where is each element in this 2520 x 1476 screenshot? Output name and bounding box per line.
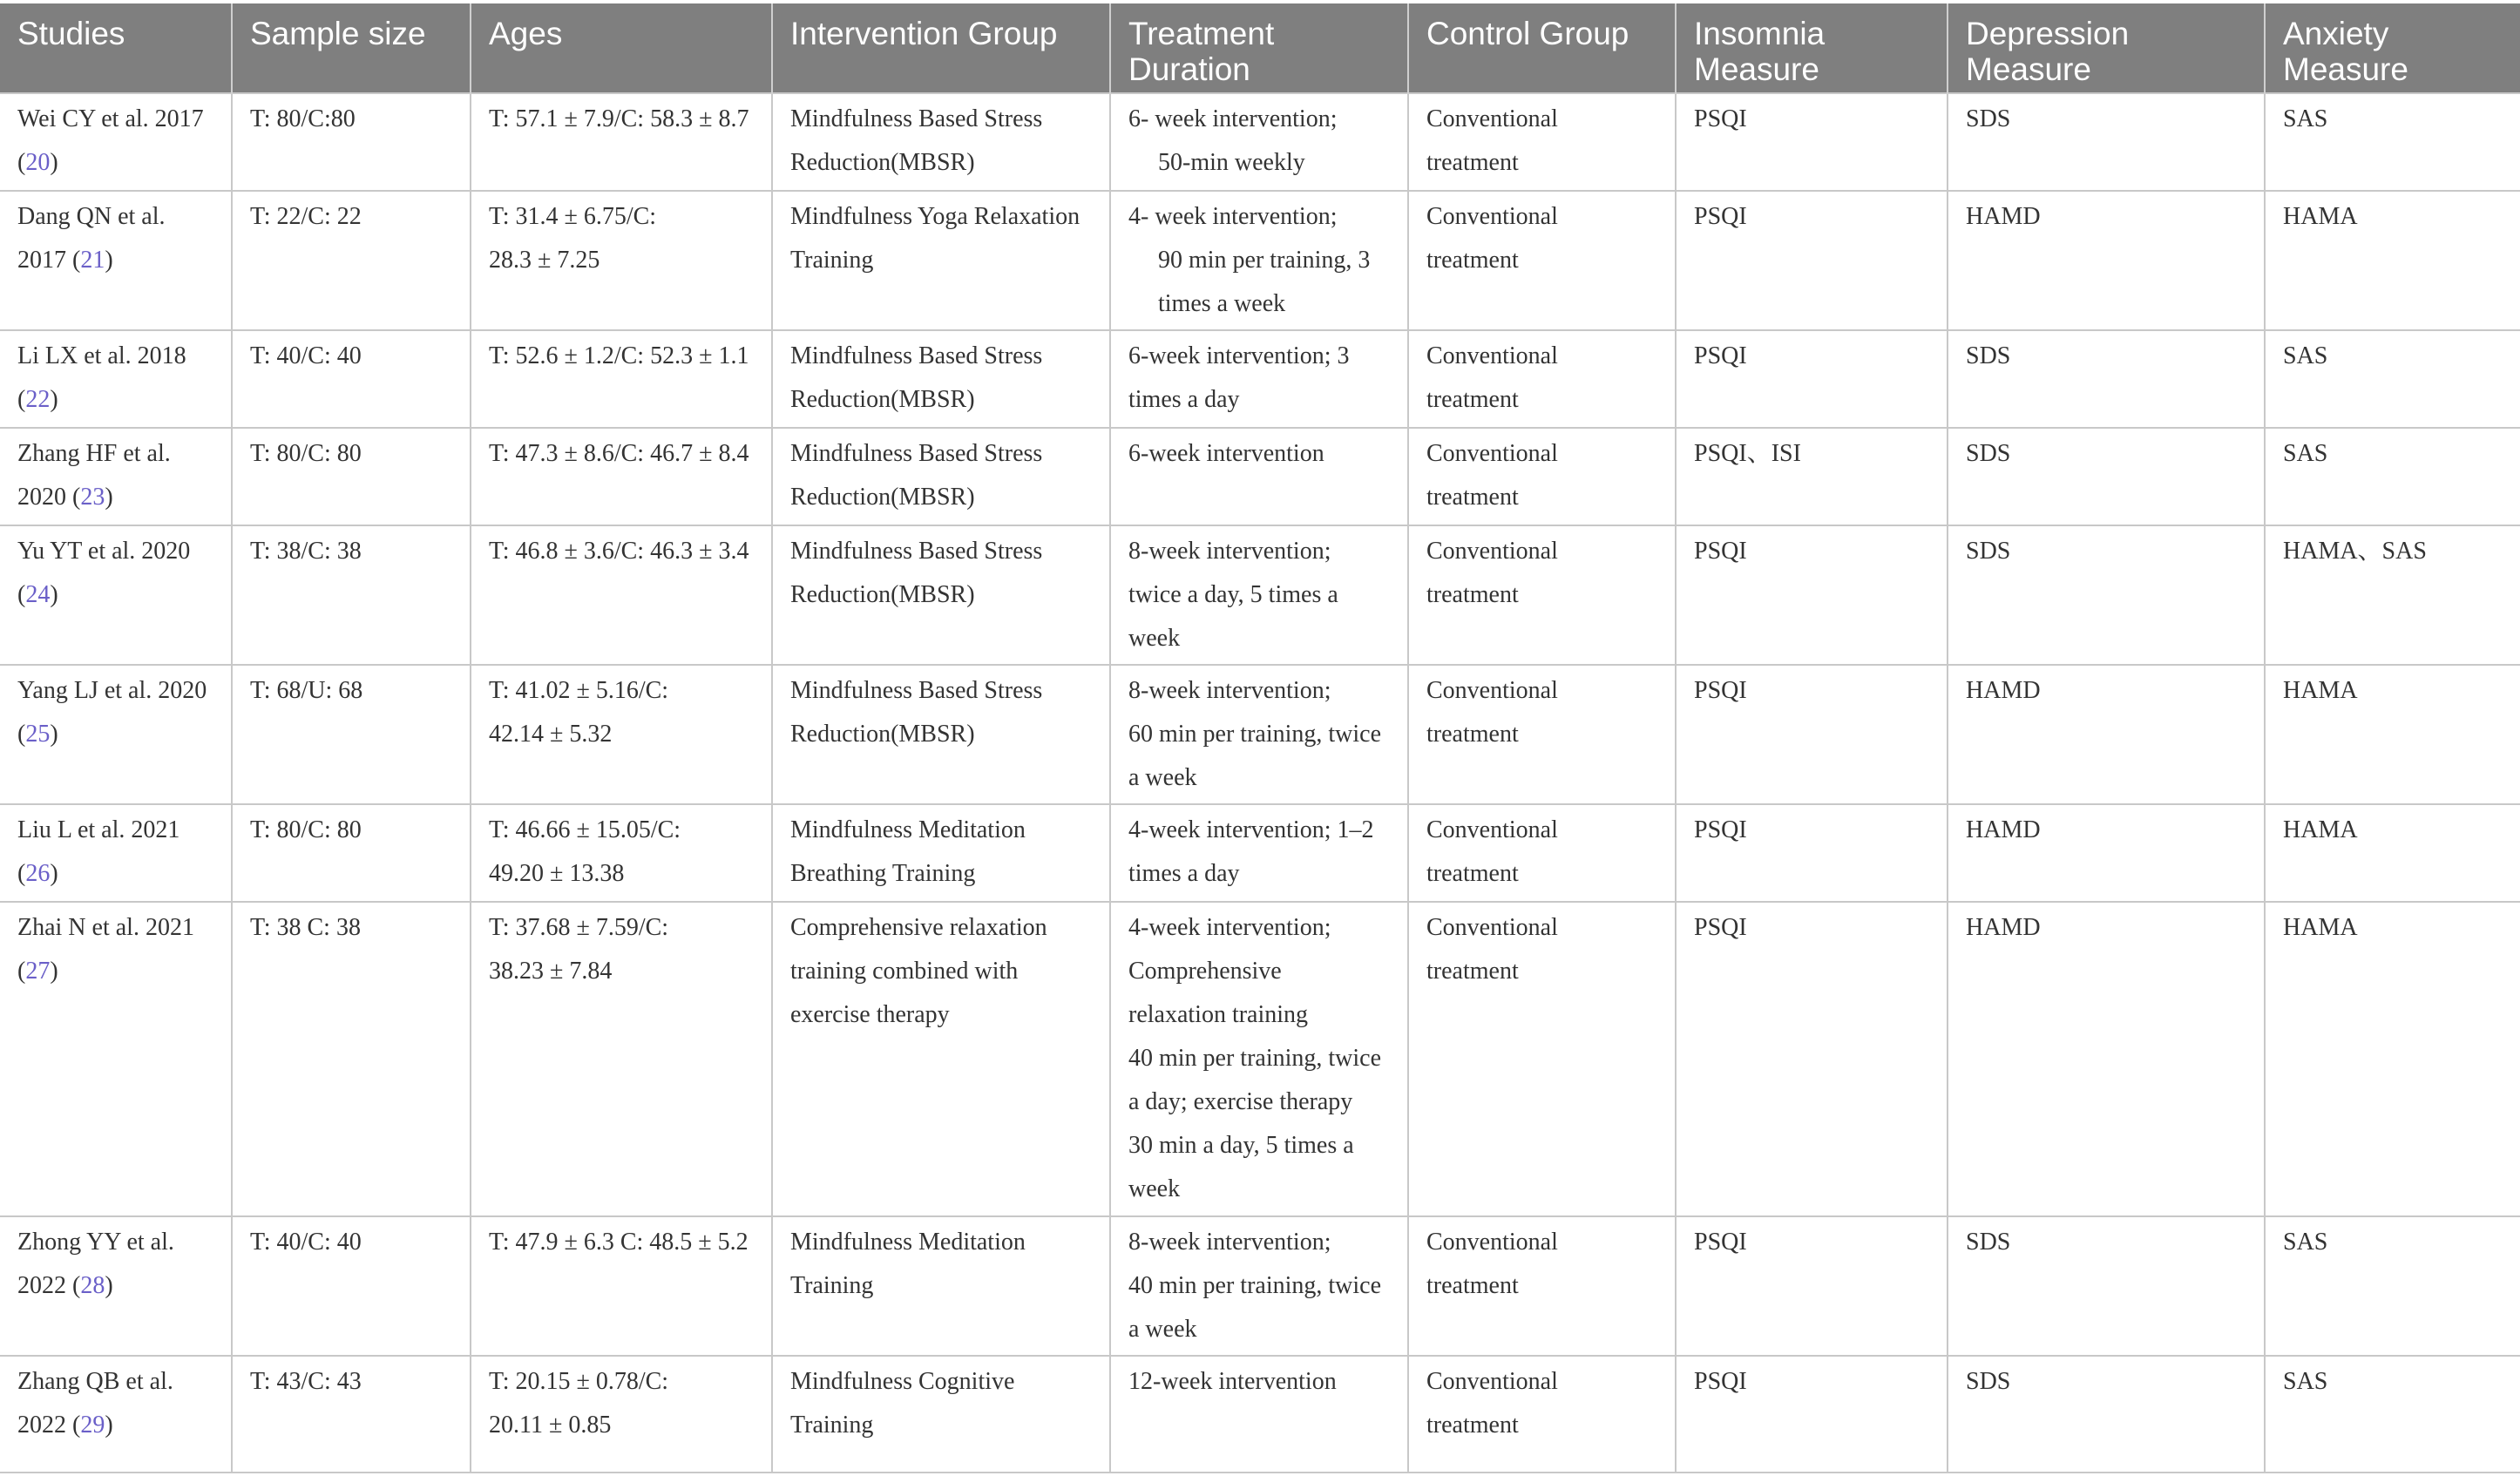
intervention-text: Reduction(MBSR) (790, 581, 975, 608)
depression-measure-value: SDS (1966, 1229, 2011, 1256)
header-intervention-group: Intervention Group (772, 3, 1110, 93)
cell-study (0, 525, 232, 665)
duration-text: 30 min a day, 5 times a (1128, 1132, 1354, 1159)
cell-anxiety (2265, 330, 2520, 428)
control-text: treatment (1426, 247, 1519, 274)
cell-duration (1110, 902, 1408, 1216)
cell-insomnia (1676, 428, 1948, 525)
insomnia-measure-value: PSQI (1694, 816, 1747, 843)
cell-insomnia (1676, 525, 1948, 665)
intervention-text: Reduction(MBSR) (790, 386, 975, 413)
duration-text: 4-week intervention; (1128, 914, 1331, 941)
anxiety-measure-value: HAMA (2283, 203, 2358, 230)
control-text: Conventional (1426, 1229, 1558, 1256)
control-text: Conventional (1426, 677, 1558, 704)
cell-anxiety (2265, 665, 2520, 804)
cell-ages (471, 665, 772, 804)
study-text: ( (17, 860, 26, 887)
ages-value: T: 47.3 ± 8.6/C: 46.7 ± 8.4 (489, 440, 749, 467)
anxiety-measure-value: HAMA、SAS (2283, 538, 2427, 565)
cell-insomnia (1676, 1216, 1948, 1356)
study-text: ( (17, 721, 26, 748)
study-text: ) (105, 247, 113, 274)
ages-value: T: 57.1 ± 7.9/C: 58.3 ± 8.7 (489, 105, 749, 132)
duration-text: 8-week intervention; (1128, 677, 1331, 704)
cell-ages (471, 93, 772, 191)
cell-sample-size (232, 665, 471, 804)
sample-size-value: T: 38 C: 38 (250, 914, 361, 941)
duration-text: week (1128, 1175, 1181, 1202)
table-row (0, 1216, 2520, 1356)
duration-text: times a day (1128, 860, 1240, 887)
duration-text: a week (1128, 764, 1197, 791)
study-name: Li LX et al. 2018 (17, 342, 186, 369)
study-text: ( (17, 581, 26, 608)
cell-depression (1948, 525, 2265, 665)
ages-value: T: 46.66 ± 15.05/C: (489, 816, 681, 843)
cell-depression (1948, 804, 2265, 902)
study-text: 2017 ( (17, 247, 81, 274)
cell-ages (471, 1356, 772, 1473)
header-treatment-duration: Treatment Duration (1110, 3, 1408, 93)
reference-link[interactable]: 21 (80, 247, 105, 274)
table-row (0, 428, 2520, 525)
duration-text: 60 min per training, twice (1128, 721, 1382, 748)
cell-depression (1948, 93, 2265, 191)
cell-duration (1110, 525, 1408, 665)
intervention-text: Mindfulness Based Stress (790, 677, 1043, 704)
cell-depression (1948, 330, 2265, 428)
control-text: Conventional (1426, 914, 1558, 941)
ages-value: T: 20.15 ± 0.78/C: (489, 1368, 669, 1395)
depression-measure-value: SDS (1966, 1368, 2011, 1395)
insomnia-measure-value: PSQI (1694, 914, 1747, 941)
cell-study (0, 804, 232, 902)
ages-value: 28.3 ± 7.25 (489, 247, 600, 274)
duration-text: 6-week intervention (1128, 440, 1324, 467)
study-text: ( (17, 149, 26, 176)
cell-sample-size (232, 428, 471, 525)
study-name: Zhang HF et al. (17, 440, 171, 467)
reference-link[interactable]: 23 (80, 484, 105, 511)
cell-control (1408, 804, 1676, 902)
reference-link[interactable]: 24 (25, 581, 51, 608)
duration-text: relaxation training (1128, 1001, 1309, 1028)
cell-ages (471, 902, 772, 1216)
insomnia-measure-value: PSQI (1694, 203, 1747, 230)
cell-sample-size (232, 93, 471, 191)
ages-value: 38.23 ± 7.84 (489, 958, 613, 985)
anxiety-measure-value: SAS (2283, 342, 2328, 369)
intervention-text: Mindfulness Based Stress (790, 440, 1043, 467)
header-ages: Ages (471, 3, 772, 93)
cell-insomnia (1676, 93, 1948, 191)
cell-anxiety (2265, 428, 2520, 525)
reference-link[interactable]: 26 (25, 860, 51, 887)
cell-duration (1110, 804, 1408, 902)
cell-sample-size (232, 1216, 471, 1356)
cell-intervention (772, 1216, 1110, 1356)
cell-study (0, 902, 232, 1216)
table-row (0, 330, 2520, 428)
intervention-text: Mindfulness Yoga Relaxation (790, 203, 1080, 230)
cell-control (1408, 191, 1676, 330)
table-row (0, 804, 2520, 902)
duration-text: Comprehensive (1128, 958, 1282, 985)
depression-measure-value: HAMD (1966, 203, 2041, 230)
cell-insomnia (1676, 191, 1948, 330)
cell-depression (1948, 428, 2265, 525)
sample-size-value: T: 40/C: 40 (250, 1229, 362, 1256)
sample-size-value: T: 43/C: 43 (250, 1368, 362, 1395)
cell-intervention (772, 1356, 1110, 1473)
cell-control (1408, 93, 1676, 191)
study-text: ( (17, 386, 26, 413)
anxiety-measure-value: SAS (2283, 1229, 2328, 1256)
cell-intervention (772, 330, 1110, 428)
cell-sample-size (232, 330, 471, 428)
control-text: treatment (1426, 581, 1519, 608)
control-text: treatment (1426, 721, 1519, 748)
intervention-text: Breathing Training (790, 860, 976, 887)
control-text: treatment (1426, 860, 1519, 887)
cell-insomnia (1676, 902, 1948, 1216)
study-text: ) (50, 581, 58, 608)
cell-insomnia (1676, 665, 1948, 804)
table-row (0, 902, 2520, 1216)
study-text: ) (105, 1412, 113, 1439)
duration-text: 90 min per training, 3 (1158, 247, 1371, 274)
cell-ages (471, 330, 772, 428)
anxiety-measure-value: HAMA (2283, 816, 2358, 843)
reference-link[interactable]: 27 (25, 958, 51, 985)
cell-ages (471, 804, 772, 902)
insomnia-measure-value: PSQI (1694, 1368, 1747, 1395)
duration-text: 12-week intervention (1128, 1368, 1337, 1395)
depression-measure-value: HAMD (1966, 677, 2041, 704)
control-text: Conventional (1426, 342, 1558, 369)
intervention-text: Mindfulness Based Stress (790, 342, 1043, 369)
cell-intervention (772, 665, 1110, 804)
study-text: ) (50, 721, 58, 748)
intervention-text: Mindfulness Cognitive (790, 1368, 1015, 1395)
ages-value: T: 46.8 ± 3.6/C: 46.3 ± 3.4 (489, 538, 749, 565)
study-name: Zhai N et al. 2021 (17, 914, 194, 941)
cell-study (0, 428, 232, 525)
control-text: Conventional (1426, 538, 1558, 565)
ages-value: 49.20 ± 13.38 (489, 860, 625, 887)
duration-text: 40 min per training, twice (1128, 1045, 1382, 1072)
duration-text: 4- week intervention; (1128, 203, 1338, 230)
cell-ages (471, 191, 772, 330)
study-text: 2022 ( (17, 1272, 81, 1299)
study-name: Yang LJ et al. 2020 (17, 677, 207, 704)
control-text: treatment (1426, 386, 1519, 413)
cell-ages (471, 428, 772, 525)
cell-control (1408, 330, 1676, 428)
insomnia-measure-value: PSQI (1694, 677, 1747, 704)
anxiety-measure-value: SAS (2283, 105, 2328, 132)
control-text: treatment (1426, 1272, 1519, 1299)
cell-duration (1110, 428, 1408, 525)
anxiety-measure-value: SAS (2283, 1368, 2328, 1395)
cell-sample-size (232, 804, 471, 902)
sample-size-value: T: 40/C: 40 (250, 342, 362, 369)
cell-study (0, 665, 232, 804)
duration-text: 8-week intervention; (1128, 1229, 1331, 1256)
cell-intervention (772, 804, 1110, 902)
duration-text: a week (1128, 1316, 1197, 1343)
duration-text: 50-min weekly (1158, 149, 1305, 176)
cell-depression (1948, 665, 2265, 804)
header-sample-size: Sample size (232, 3, 471, 93)
ages-value: T: 47.9 ± 6.3 C: 48.5 ± 5.2 (489, 1229, 749, 1256)
cell-duration (1110, 330, 1408, 428)
table-row (0, 191, 2520, 330)
cell-study (0, 1356, 232, 1473)
ages-value: T: 41.02 ± 5.16/C: (489, 677, 669, 704)
table-row (0, 665, 2520, 804)
study-name: Yu YT et al. 2020 (17, 538, 191, 565)
cell-duration (1110, 93, 1408, 191)
intervention-text: Training (790, 1412, 874, 1439)
studies-table (0, 3, 2520, 1473)
cell-anxiety (2265, 804, 2520, 902)
header-insomnia-measure: Insomnia Measure (1676, 3, 1948, 93)
ages-value: 42.14 ± 5.32 (489, 721, 613, 748)
cell-depression (1948, 191, 2265, 330)
cell-insomnia (1676, 330, 1948, 428)
sample-size-value: T: 80/C: 80 (250, 440, 362, 467)
control-text: treatment (1426, 958, 1519, 985)
cell-duration (1110, 191, 1408, 330)
cell-control (1408, 902, 1676, 1216)
study-text: ) (50, 860, 58, 887)
depression-measure-value: SDS (1966, 538, 2011, 565)
study-name: Zhang QB et al. (17, 1368, 173, 1395)
intervention-text: exercise therapy (790, 1001, 950, 1028)
table-row (0, 525, 2520, 665)
duration-text: week (1128, 625, 1181, 652)
cell-intervention (772, 428, 1110, 525)
duration-text: 6-week intervention; 3 (1128, 342, 1350, 369)
study-text: 2020 ( (17, 484, 81, 511)
insomnia-measure-value: PSQI (1694, 105, 1747, 132)
study-text: ) (50, 386, 58, 413)
control-text: treatment (1426, 149, 1519, 176)
study-name: Zhong YY et al. (17, 1229, 174, 1256)
study-text: ( (17, 958, 26, 985)
cell-intervention (772, 525, 1110, 665)
control-text: Conventional (1426, 440, 1558, 467)
header-control-group: Control Group (1408, 3, 1676, 93)
insomnia-measure-value: PSQI (1694, 538, 1747, 565)
duration-text: 8-week intervention; (1128, 538, 1331, 565)
intervention-text: Mindfulness Based Stress (790, 105, 1043, 132)
cell-intervention (772, 93, 1110, 191)
duration-text: a day; exercise therapy (1128, 1088, 1353, 1115)
header-row (0, 3, 2520, 93)
cell-depression (1948, 1356, 2265, 1473)
intervention-text: Reduction(MBSR) (790, 149, 975, 176)
study-text: 2022 ( (17, 1412, 81, 1439)
table-row (0, 1356, 2520, 1473)
ages-value: 20.11 ± 0.85 (489, 1412, 612, 1439)
cell-depression (1948, 1216, 2265, 1356)
cell-sample-size (232, 525, 471, 665)
control-text: treatment (1426, 1412, 1519, 1439)
duration-text: 6- week intervention; (1128, 105, 1338, 132)
header-anxiety-measure: Anxiety Measure (2265, 3, 2520, 93)
header-studies: Studies (0, 3, 232, 93)
control-text: Conventional (1426, 1368, 1558, 1395)
cell-study (0, 191, 232, 330)
control-text: Conventional (1426, 203, 1558, 230)
ages-value: T: 37.68 ± 7.59/C: (489, 914, 669, 941)
ages-value: T: 31.4 ± 6.75/C: (489, 203, 657, 230)
cell-control (1408, 525, 1676, 665)
duration-text: 40 min per training, twice (1128, 1272, 1382, 1299)
duration-text: 4-week intervention; 1–2 (1128, 816, 1374, 843)
intervention-text: Comprehensive relaxation (790, 914, 1047, 941)
anxiety-measure-value: SAS (2283, 440, 2328, 467)
study-name: Wei CY et al. 2017 (17, 105, 204, 132)
depression-measure-value: SDS (1966, 105, 2011, 132)
study-name: Liu L et al. 2021 (17, 816, 180, 843)
anxiety-measure-value: HAMA (2283, 677, 2358, 704)
intervention-text: Training (790, 1272, 874, 1299)
cell-duration (1110, 1356, 1408, 1473)
depression-measure-value: HAMD (1966, 914, 2041, 941)
cell-control (1408, 1216, 1676, 1356)
cell-duration (1110, 1216, 1408, 1356)
cell-anxiety (2265, 1216, 2520, 1356)
duration-text: twice a day, 5 times a (1128, 581, 1338, 608)
cell-control (1408, 428, 1676, 525)
cell-sample-size (232, 902, 471, 1216)
reference-link[interactable]: 28 (80, 1272, 105, 1299)
study-text: ) (50, 958, 58, 985)
reference-link[interactable]: 20 (25, 149, 51, 176)
cell-sample-size (232, 191, 471, 330)
cell-depression (1948, 902, 2265, 1216)
control-text: Conventional (1426, 816, 1558, 843)
insomnia-measure-value: PSQI (1694, 342, 1747, 369)
study-text: ) (50, 149, 58, 176)
intervention-text: Mindfulness Meditation (790, 1229, 1026, 1256)
intervention-text: Reduction(MBSR) (790, 484, 975, 511)
cell-control (1408, 665, 1676, 804)
header-depression-measure: Depression Measure (1948, 3, 2265, 93)
cell-anxiety (2265, 525, 2520, 665)
cell-duration (1110, 665, 1408, 804)
intervention-text: Training (790, 247, 874, 274)
cell-insomnia (1676, 1356, 1948, 1473)
duration-text: times a day (1128, 386, 1240, 413)
cell-ages (471, 525, 772, 665)
cell-study (0, 93, 232, 191)
cell-anxiety (2265, 1356, 2520, 1473)
insomnia-measure-value: PSQI (1694, 1229, 1747, 1256)
depression-measure-value: HAMD (1966, 816, 2041, 843)
reference-link[interactable]: 25 (25, 721, 51, 748)
study-text: ) (105, 484, 113, 511)
depression-measure-value: SDS (1966, 342, 2011, 369)
sample-size-value: T: 80/C:80 (250, 105, 356, 132)
cell-study (0, 330, 232, 428)
sample-size-value: T: 22/C: 22 (250, 203, 362, 230)
anxiety-measure-value: HAMA (2283, 914, 2358, 941)
duration-text: times a week (1158, 290, 1286, 317)
control-text: treatment (1426, 484, 1519, 511)
intervention-text: Mindfulness Based Stress (790, 538, 1043, 565)
cell-anxiety (2265, 191, 2520, 330)
intervention-text: training combined with (790, 958, 1019, 985)
cell-anxiety (2265, 93, 2520, 191)
reference-link[interactable]: 22 (25, 386, 51, 413)
intervention-text: Reduction(MBSR) (790, 721, 975, 748)
table-row (0, 93, 2520, 191)
insomnia-measure-value: PSQI、ISI (1694, 440, 1801, 467)
cell-insomnia (1676, 804, 1948, 902)
cell-ages (471, 1216, 772, 1356)
intervention-text: Mindfulness Meditation (790, 816, 1026, 843)
reference-link[interactable]: 29 (80, 1412, 105, 1439)
sample-size-value: T: 80/C: 80 (250, 816, 362, 843)
control-text: Conventional (1426, 105, 1558, 132)
study-name: Dang QN et al. (17, 203, 166, 230)
ages-value: T: 52.6 ± 1.2/C: 52.3 ± 1.1 (489, 342, 749, 369)
cell-sample-size (232, 1356, 471, 1473)
depression-measure-value: SDS (1966, 440, 2011, 467)
study-text: ) (105, 1272, 113, 1299)
sample-size-value: T: 68/U: 68 (250, 677, 363, 704)
cell-intervention (772, 902, 1110, 1216)
sample-size-value: T: 38/C: 38 (250, 538, 362, 565)
cell-anxiety (2265, 902, 2520, 1216)
cell-study (0, 1216, 232, 1356)
cell-control (1408, 1356, 1676, 1473)
cell-intervention (772, 191, 1110, 330)
